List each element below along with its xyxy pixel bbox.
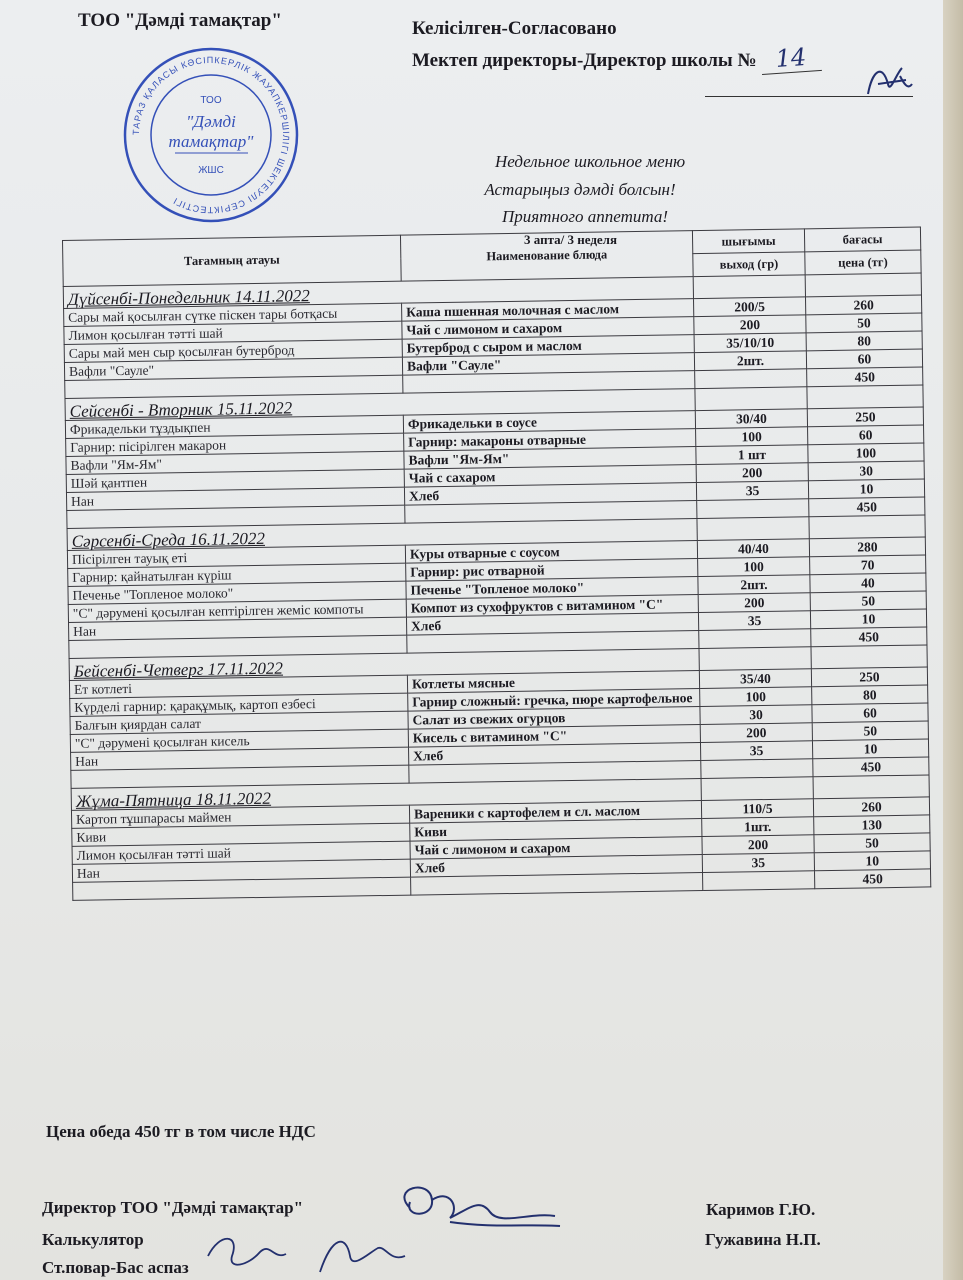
dish-name-kz: Ет котлеті [69, 675, 407, 698]
dish-name-ru: Чай с сахаром [404, 465, 696, 488]
dish-price: 60 [806, 349, 922, 369]
day-title: Дүйсенбі-Понедельник 14.11.2022 [63, 277, 693, 309]
dish-price: 10 [814, 851, 930, 871]
school-number: 14 [760, 42, 822, 75]
dish-price: 50 [812, 721, 928, 741]
dish-name-ru: Каша пшенная молочная с маслом [402, 299, 694, 322]
chef-label: Ст.повар-Бас аспаз [42, 1258, 189, 1277]
day-title: Бейсенбі-Четверг 17.11.2022 [69, 649, 699, 681]
dish-name-ru: Бутерброд с сыром и маслом [402, 335, 694, 358]
calculator-label: Калькулятор [42, 1230, 144, 1249]
dish-name-ru: Хлеб [410, 855, 702, 878]
col-header-price-kz: бағасы [804, 227, 920, 252]
dish-name-kz: "С" дәрумені қосылған кисель [70, 729, 408, 752]
total-empty [411, 873, 703, 896]
dish-name-ru: Хлеб [404, 483, 696, 506]
dish-price: 50 [814, 833, 930, 853]
dish-name-kz: Шәй қантпен [66, 469, 404, 492]
greeting-kz: Астарыңыз дәмді болсын! [484, 180, 676, 199]
day-empty-price [813, 775, 929, 799]
dish-price: 100 [808, 443, 924, 463]
day-total: 450 [811, 627, 927, 647]
dish-name-kz: Гарнир: қайнатылған күріш [68, 563, 406, 586]
dish-name-kz: Киви [72, 823, 410, 846]
director-school-line [412, 44, 821, 73]
total-empty [703, 871, 815, 891]
dish-name-kz: Картоп тұшпарасы маймен [71, 805, 409, 828]
dish-output: 35 [702, 853, 814, 873]
col-header-out-ru: выход (гр) [693, 252, 805, 277]
dish-output: 200 [702, 835, 814, 855]
dish-name-ru: Хлеб [406, 613, 698, 636]
dish-price: 60 [808, 425, 924, 445]
day-total: 450 [815, 869, 931, 889]
dish-name-kz: Нан [71, 747, 409, 770]
dish-name-kz: Вафли "Сауле" [64, 357, 402, 380]
dish-price: 30 [808, 461, 924, 481]
dish-output: 100 [696, 427, 808, 447]
dish-name-ru: Компот из сухофруктов с витамином "С" [406, 595, 698, 618]
agreed-label: Келісілген-Согласовано [412, 18, 617, 39]
dish-output: 100 [698, 557, 810, 577]
dish-name-kz: Фрикадельки тұздықпен [65, 415, 403, 438]
dish-price: 260 [805, 295, 921, 315]
day-empty-price [805, 273, 921, 297]
director-school-label: Мектеп директоры-Директор школы № [412, 50, 757, 71]
dish-price: 50 [810, 591, 926, 611]
dish-name-kz: Печенье "Топленое молоко" [68, 581, 406, 604]
dish-output: 100 [700, 687, 812, 707]
total-empty [699, 629, 811, 649]
dish-price: 250 [811, 667, 927, 687]
dish-output: 2шт. [694, 351, 806, 371]
dish-output: 1шт. [702, 817, 814, 837]
dish-price: 50 [806, 313, 922, 333]
dish-name-kz: Нан [69, 617, 407, 640]
dish-name-ru: Гарнир: рис отварной [406, 559, 698, 582]
dish-name-ru: Гарнир: макароны отварные [404, 429, 696, 452]
dish-name-ru: Вареники с картофелем и сл. маслом [409, 801, 701, 824]
dish-output: 35/40 [699, 669, 811, 689]
director-signature [838, 54, 918, 104]
day-empty-out [697, 517, 809, 541]
dish-price: 130 [814, 815, 930, 835]
day-empty-out [699, 647, 811, 671]
dish-name-kz: Гарнир: пісірілген макарон [66, 433, 404, 456]
stamp-ring-text: ТАРАЗ ҚАЛАСЫ КӘСІПКЕРЛІК ЖАУАПКЕРШІЛІГІ ШЕКТЕУЛІ СЕРІКТЕСТІГІ [130, 54, 292, 216]
dish-output: 200 [694, 315, 806, 335]
dish-name-kz: Нан [66, 487, 404, 510]
dish-name-kz: Сары май мен сыр қосылған бутерброд [64, 339, 402, 362]
dish-name-ru: Фрикадельки в соусе [403, 411, 695, 434]
dish-price: 80 [812, 685, 928, 705]
greeting-ru: Приятного аппетита! [501, 207, 668, 226]
day-empty-out [693, 275, 805, 299]
dish-output: 200/5 [693, 297, 805, 317]
dish-output: 200 [696, 463, 808, 483]
dish-output: 110/5 [701, 799, 813, 819]
dish-price: 260 [813, 797, 929, 817]
dish-name-kz: Нан [72, 859, 410, 882]
dish-output: 35 [700, 741, 812, 761]
lunch-price-note: Цена обеда 450 тг в том числе НДС [46, 1122, 316, 1141]
dish-price: 10 [812, 739, 928, 759]
dish-output: 35 [698, 611, 810, 631]
dish-name-ru: Киви [410, 819, 702, 842]
dish-price: 60 [812, 703, 928, 723]
dish-output: 200 [698, 593, 810, 613]
dish-output: 30/40 [695, 409, 807, 429]
day-empty-price [811, 645, 927, 669]
dish-name-ru: Вафли "Сауле" [402, 353, 694, 376]
dish-name-kz: Балғын қиярдан салат [70, 711, 408, 734]
week-label: 3 апта/ 3 неделя [524, 232, 617, 247]
dish-price: 40 [810, 573, 926, 593]
day-empty-out [695, 387, 807, 411]
total-empty [695, 369, 807, 389]
day-total: 450 [807, 367, 923, 387]
dish-price: 280 [809, 537, 925, 557]
day-title: Жұма-Пятница 18.11.2022 [71, 779, 701, 811]
day-empty-price [809, 515, 925, 539]
dish-output: 1 шт [696, 445, 808, 465]
dish-name-ru: Чай с лимоном и сахаром [402, 317, 694, 340]
day-title: Сейсенбі - Вторник 15.11.2022 [65, 389, 695, 421]
dish-name-kz: Сары май қосылған сүтке піскен тары ботқасы [64, 303, 402, 326]
day-total: 450 [813, 757, 929, 777]
dish-name-kz: Вафли "Ям-Ям" [66, 451, 404, 474]
menu-title: Недельное школьное меню [494, 152, 686, 171]
company-stamp [120, 45, 302, 225]
dish-name-kz: Күрделі гарнир: қарақұмық, картоп езбесі [70, 693, 408, 716]
total-empty [697, 499, 809, 519]
staff-signatures [200, 1226, 430, 1280]
stamp-name-2: тамақтар" [168, 132, 254, 151]
company-name: ТОО "Дәмді тамақтар" [78, 10, 282, 31]
day-total: 450 [809, 497, 925, 517]
dish-name-kz: "С" дәрумені қосылған кептірілген жеміс компоты [68, 599, 406, 622]
day-title: Сәрсенбі-Среда 16.11.2022 [67, 519, 697, 551]
dish-name-kz: Лимон қосылған тәтті шай [72, 841, 410, 864]
dish-output: 30 [700, 705, 812, 725]
col-header-ru: Наименование блюда [400, 231, 693, 282]
total-empty [701, 759, 813, 779]
dish-name-ru: Вафли "Ям-Ям" [404, 447, 696, 470]
calculator-name: Гужавина Н.П. [705, 1230, 821, 1249]
director-label: Директор ТОО "Дәмді тамақтар" [42, 1198, 304, 1217]
col-header-out-kz: шығымы [692, 229, 804, 254]
menu-table [62, 227, 931, 901]
dish-name-ru: Гарнир сложный: гречка, пюре картофельное [408, 689, 700, 712]
day-empty-price [807, 385, 923, 409]
dish-name-kz: Лимон қосылған тәтті шай [64, 321, 402, 344]
dish-output: 2шт. [698, 575, 810, 595]
dish-name-ru: Куры отварные с соусом [405, 541, 697, 564]
stamp-name-1: "Дәмді [186, 112, 236, 131]
dish-name-ru: Хлеб [409, 743, 701, 766]
col-header-kz: Тағамның атауы [63, 235, 402, 286]
dish-name-kz: Пісірілген тауық еті [67, 545, 405, 568]
stamp-bottom-text: ЖШС [198, 165, 224, 176]
dish-name-ru: Салат из свежих огурцов [408, 707, 700, 730]
dish-output: 200 [700, 723, 812, 743]
dish-output: 35 [696, 481, 808, 501]
dish-price: 80 [806, 331, 922, 351]
background-surface [943, 0, 963, 1280]
dish-name-ru: Чай с лимоном и сахаром [410, 837, 702, 860]
day-empty-out [701, 777, 813, 801]
dish-output: 40/40 [697, 539, 809, 559]
dish-price: 70 [810, 555, 926, 575]
dish-name-ru: Кисель с витамином "С" [408, 725, 700, 748]
director-name: Каримов Г.Ю. [706, 1200, 816, 1219]
dish-price: 10 [808, 479, 924, 499]
dish-output: 35/10/10 [694, 333, 806, 353]
dish-name-ru: Котлеты мясные [407, 671, 699, 694]
dish-price: 10 [810, 609, 926, 629]
dish-name-ru: Печенье "Топленое молоко" [406, 577, 698, 600]
col-header-price-ru: цена (тг) [805, 250, 921, 275]
dish-price: 250 [807, 407, 923, 427]
stamp-top-text: ТОО [200, 95, 222, 106]
